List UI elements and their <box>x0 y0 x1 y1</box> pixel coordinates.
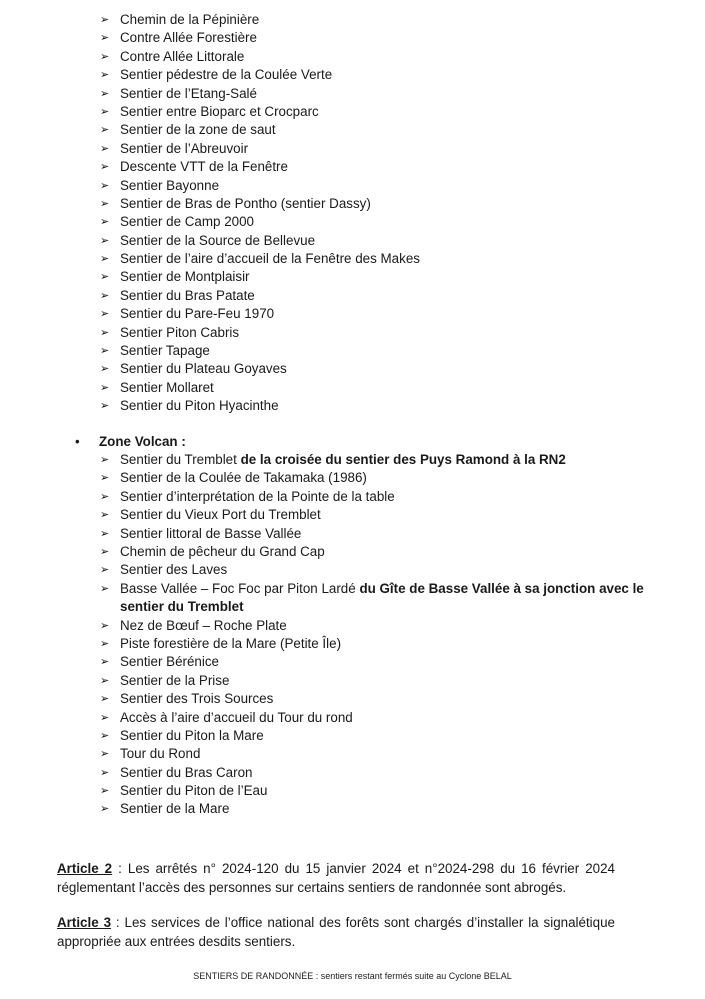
arrow-bullet-icon: ➢ <box>100 142 110 155</box>
article-2-label: Article 2 <box>57 861 113 876</box>
trail-name: Sentier de l’aire d’accueil de la Fenêtre des Makes <box>120 251 420 267</box>
list-item <box>100 543 660 561</box>
list-item <box>100 506 660 524</box>
trail-name: Sentier d’interprétation de la Pointe de la table <box>120 488 395 504</box>
arrow-bullet-icon: ➢ <box>100 381 110 394</box>
article-2-text: : Les arrêtés n° 2024-120 du 15 janvier 2024 et n°2024-298 du 16 février 2024 réglementant l’accès des personnes sur certains sentiers de randonnée sont abrogés. <box>57 861 615 895</box>
trail-name: Sentier de Camp 2000 <box>120 214 254 230</box>
list-item <box>100 268 420 286</box>
list-item <box>100 140 420 158</box>
list-item <box>100 690 660 708</box>
arrow-bullet-icon: ➢ <box>100 729 110 742</box>
trail-name: Chemin de la Pépinière <box>120 12 260 27</box>
arrow-bullet-icon: ➢ <box>100 454 110 466</box>
trail-name: Sentier de Bras de Pontho (sentier Dassy) <box>120 195 371 211</box>
arrow-bullet-icon: ➢ <box>100 234 110 247</box>
list-item <box>100 195 420 213</box>
arrow-bullet-icon: ➢ <box>100 32 110 45</box>
arrow-bullet-icon: ➢ <box>100 472 110 485</box>
arrow-bullet-icon: ➢ <box>100 711 110 724</box>
bullet-icon: • <box>75 434 80 449</box>
list-item <box>100 709 660 727</box>
arrow-bullet-icon: ➢ <box>100 803 110 816</box>
trail-name: Contre Allée Forestière <box>120 30 257 46</box>
trail-list-west <box>100 11 420 416</box>
trail-name: Sentier littoral de Basse Vallée <box>120 525 302 541</box>
list-item <box>100 158 420 176</box>
list-item <box>100 213 420 231</box>
arrow-bullet-icon: ➢ <box>100 161 110 174</box>
arrow-bullet-icon: ➢ <box>100 490 110 503</box>
arrow-bullet-icon: ➢ <box>100 637 110 650</box>
list-item <box>100 764 660 782</box>
trail-name: Sentier du Piton Hyacinthe <box>120 398 279 414</box>
trail-name: Sentier du Pare-Feu 1970 <box>120 306 275 322</box>
arrow-bullet-icon: ➢ <box>100 363 110 376</box>
trail-name: Sentier Mollaret <box>120 379 214 395</box>
trail-name: Sentier de la Mare <box>120 801 230 817</box>
list-item <box>100 342 420 360</box>
list-item <box>100 800 660 818</box>
arrow-bullet-icon: ➢ <box>100 271 110 284</box>
trail-name: Sentier entre Bioparc et Crocparc <box>120 103 319 119</box>
arrow-bullet-icon: ➢ <box>100 308 110 321</box>
trail-name: Sentier de la zone de saut <box>120 122 276 138</box>
arrow-bullet-icon: ➢ <box>100 766 110 779</box>
list-item <box>100 103 420 121</box>
list-item <box>100 360 420 378</box>
list-item <box>100 250 420 268</box>
list-item <box>100 525 660 543</box>
trail-section-detail: du Gîte de Basse Vallée à sa jonction avec le sentier du Tremblet <box>120 580 644 615</box>
trail-list-volcan <box>100 451 660 819</box>
list-item <box>100 287 420 305</box>
list-item <box>100 653 660 671</box>
trail-name: Piste forestière de la Mare (Petite Île) <box>120 635 342 651</box>
trail-name: Nez de Bœuf – Roche Plate <box>120 617 287 633</box>
arrow-bullet-icon: ➢ <box>100 748 110 761</box>
arrow-bullet-icon: ➢ <box>100 693 110 706</box>
trail-name: Sentier de la Prise <box>120 672 230 688</box>
trail-name: Sentier des Trois Sources <box>120 691 274 707</box>
list-item <box>100 66 420 84</box>
arrow-bullet-icon: ➢ <box>100 124 110 137</box>
arrow-bullet-icon: ➢ <box>100 582 110 595</box>
trail-name: Sentier Bayonne <box>120 177 220 193</box>
arrow-bullet-icon: ➢ <box>100 656 110 669</box>
trail-name: Sentier du Tremblet <box>120 452 241 467</box>
arrow-bullet-icon: ➢ <box>100 545 110 558</box>
trail-name: Chemin de pêcheur du Grand Cap <box>120 543 325 559</box>
article-3-text: : Les services de l’office national des forêts sont chargés d’installer la signalétique appropriée aux entrées desdits sentiers. <box>57 915 615 949</box>
list-item <box>100 745 660 763</box>
trail-name: Contre Allée Littorale <box>120 48 245 64</box>
trail-name: Sentier de la Source de Bellevue <box>120 232 316 248</box>
trail-name: Sentier du Piton de l’Eau <box>120 783 268 799</box>
arrow-bullet-icon: ➢ <box>100 564 110 577</box>
trail-name: Sentier de l’Etang-Salé <box>120 85 257 101</box>
list-item <box>100 324 420 342</box>
trail-name: Sentier Bérénice <box>120 654 219 670</box>
article-3 <box>57 914 615 951</box>
arrow-bullet-icon: ➢ <box>100 326 110 339</box>
trail-name: Sentier de la Coulée de Takamaka (1986) <box>120 470 367 486</box>
list-item <box>100 305 420 323</box>
list-item <box>100 232 420 250</box>
trail-name: Sentier du Vieux Port du Tremblet <box>120 507 321 523</box>
arrow-bullet-icon: ➢ <box>100 345 110 358</box>
list-item <box>100 177 420 195</box>
list-item <box>100 635 660 653</box>
arrow-bullet-icon: ➢ <box>100 785 110 798</box>
list-item <box>100 85 420 103</box>
zone-volcan-label: Zone Volcan : <box>99 434 186 449</box>
arrow-bullet-icon: ➢ <box>100 197 110 210</box>
arrow-bullet-icon: ➢ <box>100 674 110 687</box>
trail-name: Sentier de Montplaisir <box>120 269 250 285</box>
arrow-bullet-icon: ➢ <box>100 69 110 82</box>
list-item <box>100 48 420 66</box>
list-item <box>100 397 420 415</box>
trail-name: Sentier du Piton la Mare <box>120 727 264 743</box>
list-item <box>100 451 660 469</box>
arrow-bullet-icon: ➢ <box>100 179 110 192</box>
list-item <box>100 561 660 579</box>
arrow-bullet-icon: ➢ <box>100 289 110 302</box>
arrow-bullet-icon: ➢ <box>100 216 110 229</box>
list-item <box>100 379 420 397</box>
trail-name: Sentier des Laves <box>120 562 228 578</box>
list-item <box>100 672 660 690</box>
arrow-bullet-icon: ➢ <box>100 50 110 63</box>
list-item <box>100 469 660 487</box>
trail-name: Sentier Tapage <box>120 343 210 359</box>
arrow-bullet-icon: ➢ <box>100 253 110 266</box>
arrow-bullet-icon: ➢ <box>100 509 110 522</box>
list-item <box>100 782 660 800</box>
arrow-bullet-icon: ➢ <box>100 619 110 632</box>
trail-name: Descente VTT de la Fenêtre <box>120 159 288 175</box>
arrow-bullet-icon: ➢ <box>100 527 110 540</box>
list-item <box>100 580 660 617</box>
trail-name: Sentier Piton Cabris <box>120 324 240 340</box>
arrow-bullet-icon: ➢ <box>100 87 110 100</box>
trail-name: Sentier du Bras Patate <box>120 287 255 303</box>
trail-name: Basse Vallée – Foc Foc par Piton Lardé <box>120 580 360 596</box>
trail-name: Sentier de l’Abreuvoir <box>120 140 249 156</box>
arrow-bullet-icon: ➢ <box>100 14 110 26</box>
trail-name: Sentier du Plateau Goyaves <box>120 361 287 377</box>
trail-name: Sentier pédestre de la Coulée Verte <box>120 67 333 83</box>
list-item <box>100 29 420 47</box>
page-footer: SENTIERS DE RANDONNÉE : sentiers restant fermés suite au Cyclone BELAL <box>193 971 512 981</box>
article-3-label: Article 3 <box>57 915 112 930</box>
trail-name: Accès à l’aire d’accueil du Tour du rond <box>120 709 353 725</box>
trail-name: Tour du Rond <box>120 746 201 762</box>
arrow-bullet-icon: ➢ <box>100 105 110 118</box>
arrow-bullet-icon: ➢ <box>100 400 110 413</box>
trail-name: Sentier du Bras Caron <box>120 764 253 780</box>
list-item <box>100 488 660 506</box>
list-item <box>100 121 420 139</box>
list-item <box>100 617 660 635</box>
article-2 <box>57 860 615 897</box>
list-item <box>100 11 420 29</box>
list-item <box>100 727 660 745</box>
trail-section-detail: de la croisée du sentier des Puys Ramond à la RN2 <box>240 452 566 467</box>
